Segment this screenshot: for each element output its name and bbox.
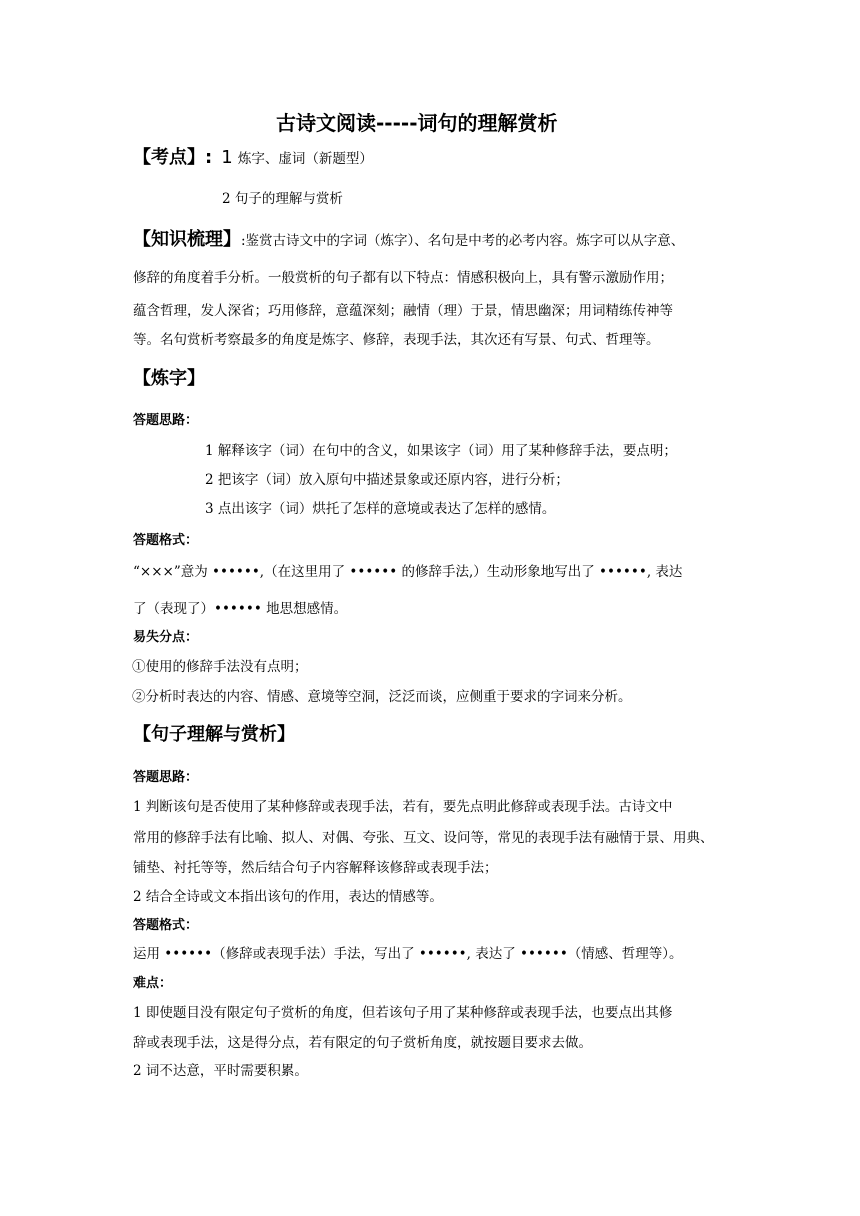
kaodian-row: [133, 143, 373, 169]
juzi-step1-line2: 常用的修辞手法有比喻、拟人、对偶、夸张、互文、设问等，常见的表现手法有融情于景、用典、: [133, 830, 714, 846]
zhishi-line4: 等。名句赏析考察最多的角度是炼字、修辞，表现手法，其次还有写景、句式、哲理等。: [133, 332, 660, 348]
juzi-silu-label: 答题思路：: [133, 770, 199, 785]
juzi-nd2: 2 词不达意，平时需要积累。: [133, 1063, 308, 1079]
juzi-format: 运用 ••••••（修辞或表现手法）手法，写出了 ••••••, 表达了 ••••••（情感、哲理等）。: [133, 946, 683, 962]
zhishi-label: 【知识梳理】: [133, 229, 241, 250]
zhishi-row: [133, 225, 684, 251]
lianzi-step2: 2 把该字（词）放入原句中描述景象或还原内容，进行分析；: [205, 472, 569, 488]
zhishi-line3: 蕴含哲理，发人深省；巧用修辞，意蕴深刻；融情（理）于景，情思幽深；用词精练传神等: [133, 303, 673, 319]
juzi-step2: 2 结合全诗或文本指出该句的作用，表达的情感等。: [133, 889, 443, 905]
lianzi-point1: ①使用的修辞手法没有点明；: [132, 659, 308, 675]
lianzi-point2: ②分析时表达的内容、情感、意境等空洞，泛泛而谈，应侧重于要求的字词来分析。: [132, 689, 632, 705]
kaodian-item1: 炼字、虚词（新题型）: [237, 151, 373, 167]
lianzi-silu-label: 答题思路：: [133, 413, 199, 428]
kaodian-num1: 1: [221, 147, 233, 168]
page-title: 古诗文阅读-----词句的理解赏析: [276, 111, 558, 135]
kaodian-item2: 2 句子的理解与赏析: [222, 191, 343, 207]
lianzi-step3: 3 点出该字（词）烘托了怎样的意境或表达了怎样的感情。: [205, 501, 556, 517]
lianzi-heading: 【炼字】: [133, 368, 205, 389]
lianzi-step1: 1 解释该字（词）在句中的含义，如果该字（词）用了某种修辞手法，要点明；: [205, 443, 677, 459]
juzi-nd1-line2: 辞或表现手法，这是得分点，若有限定的句子赏析角度，就按题目要求去做。: [133, 1035, 592, 1051]
juzi-nandian-label: 难点：: [133, 976, 173, 991]
juzi-heading: 【句子理解与赏析】: [133, 724, 295, 745]
lianzi-format1: “×××”意为 ••••••,（在这里用了 •••••• 的修辞手法,）生动形象地写出了 ••••••, 表达: [133, 564, 683, 580]
juzi-step1-line3: 铺垫、衬托等等，然后结合句子内容解释该修辞或表现手法；: [133, 860, 498, 876]
juzi-step1-line1: 1 判断该句是否使用了某种修辞或表现手法，若有，要先点明此修辞或表现手法。古诗文中: [133, 799, 673, 815]
juzi-nd1-line1: 1 即使题目没有限定句子赏析的角度，但若该句子用了某种修辞或表现手法，也要点出其修: [133, 1005, 673, 1021]
juzi-geshi-label: 答题格式：: [133, 918, 199, 933]
zhishi-line1: :鉴赏古诗文中的字词（炼字）、名句是中考的必考内容。炼字可以从字意、: [241, 233, 685, 249]
lianzi-yishi-label: 易失分点：: [133, 630, 199, 645]
kaodian-label: 【考点】:: [133, 147, 213, 168]
lianzi-format2: 了（表现了）•••••• 地思想感情。: [133, 601, 348, 617]
zhishi-line2: 修辞的角度着手分析。一般赏析的句子都有以下特点：情感积极向上，具有警示激励作用；: [133, 270, 673, 286]
lianzi-geshi-label: 答题格式：: [133, 533, 199, 548]
